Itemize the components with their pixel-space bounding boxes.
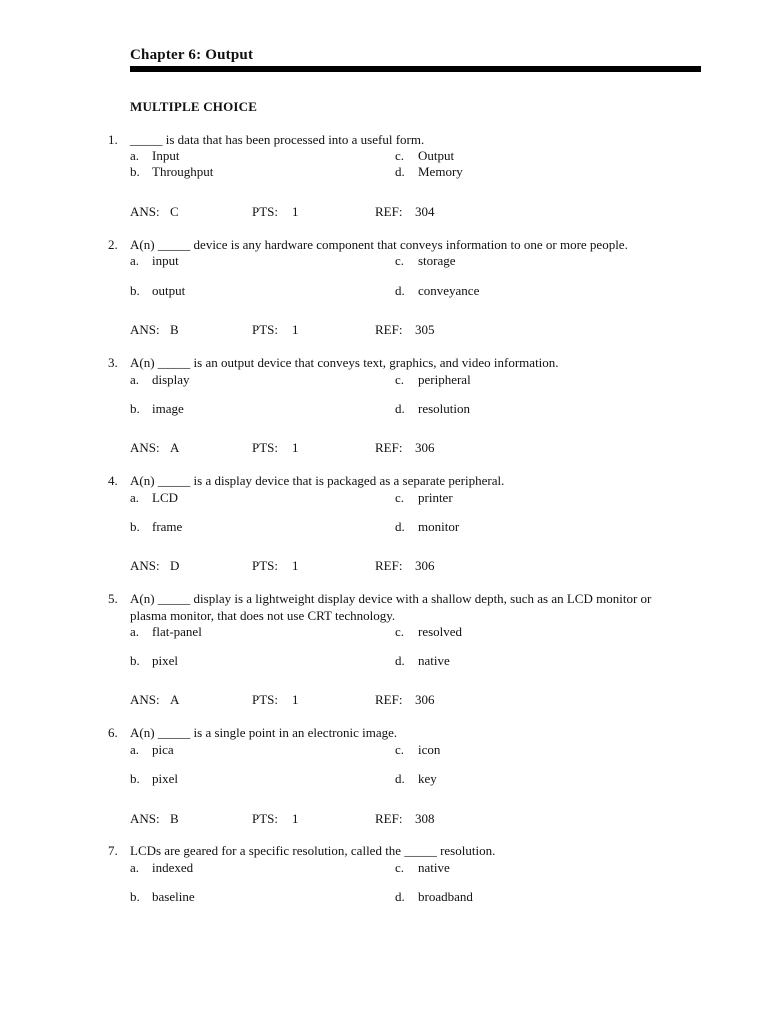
option-letter: b. xyxy=(130,401,140,416)
question-text: A(n) _____ device is any hardware component that conveys information to one or more people. xyxy=(130,237,628,252)
question-number: 3. xyxy=(108,355,118,370)
question-number: 5. xyxy=(108,591,118,606)
answer-value: B xyxy=(170,322,179,337)
chapter-title: Chapter 6: Output xyxy=(130,47,254,63)
option-letter: a. xyxy=(130,372,140,387)
points-label: PTS: xyxy=(252,440,279,455)
question-number: 1. xyxy=(108,132,118,147)
option-text: flat-panel xyxy=(152,624,202,639)
answer-value: D xyxy=(170,558,180,573)
option-letter: b. xyxy=(130,283,140,298)
option-text: Input xyxy=(152,148,180,163)
reference-value: 304 xyxy=(415,204,435,219)
title-rule xyxy=(130,66,701,72)
option-text: Throughput xyxy=(152,164,214,179)
option-text: native xyxy=(418,860,450,875)
option-letter: b. xyxy=(130,653,140,668)
answer-value: A xyxy=(170,440,180,455)
option-letter: c. xyxy=(395,253,405,268)
option-text: printer xyxy=(418,490,453,505)
option-text: display xyxy=(152,372,190,387)
points-value: 1 xyxy=(292,440,299,455)
option-text: image xyxy=(152,401,184,416)
question-text: _____ is data that has been processed into a useful form. xyxy=(130,132,425,147)
option-text: broadband xyxy=(418,889,473,904)
reference-value: 306 xyxy=(415,558,435,573)
option-letter: b. xyxy=(130,519,140,534)
option-text: baseline xyxy=(152,889,195,904)
points-value: 1 xyxy=(292,811,299,826)
option-letter: c. xyxy=(395,490,405,505)
option-letter: b. xyxy=(130,771,140,786)
points-label: PTS: xyxy=(252,692,279,707)
reference-label: REF: xyxy=(375,811,403,826)
option-text: Memory xyxy=(418,164,463,179)
option-letter: c. xyxy=(395,860,405,875)
answer-label: ANS: xyxy=(130,558,160,573)
reference-value: 306 xyxy=(415,692,435,707)
option-letter: c. xyxy=(395,624,405,639)
option-text: key xyxy=(418,771,437,786)
option-letter: a. xyxy=(130,148,140,163)
option-text: output xyxy=(152,283,186,298)
question-number: 2. xyxy=(108,237,118,252)
option-letter: b. xyxy=(130,889,140,904)
answer-value: B xyxy=(170,811,179,826)
option-letter: a. xyxy=(130,490,140,505)
option-text: frame xyxy=(152,519,183,534)
reference-label: REF: xyxy=(375,692,403,707)
points-label: PTS: xyxy=(252,322,279,337)
reference-label: REF: xyxy=(375,558,403,573)
reference-label: REF: xyxy=(375,440,403,455)
option-text: indexed xyxy=(152,860,194,875)
answer-label: ANS: xyxy=(130,322,160,337)
option-letter: a. xyxy=(130,624,140,639)
option-text: conveyance xyxy=(418,283,480,298)
question-text: A(n) _____ display is a lightweight display device with a shallow depth, such as an LCD monitor or xyxy=(130,591,652,606)
option-text: resolution xyxy=(418,401,470,416)
reference-value: 305 xyxy=(415,322,435,337)
question-text: plasma monitor, that does not use CRT technology. xyxy=(130,608,396,623)
option-text: pixel xyxy=(152,771,178,786)
question-text: A(n) _____ is an output device that conveys text, graphics, and video information. xyxy=(130,355,559,370)
option-text: input xyxy=(152,253,179,268)
option-letter: d. xyxy=(395,164,405,179)
question-text: LCDs are geared for a specific resolution, called the _____ resolution. xyxy=(130,843,496,858)
option-text: pixel xyxy=(152,653,178,668)
question-number: 4. xyxy=(108,473,118,488)
option-letter: d. xyxy=(395,653,405,668)
answer-value: A xyxy=(170,692,180,707)
option-text: resolved xyxy=(418,624,463,639)
answer-label: ANS: xyxy=(130,811,160,826)
option-text: pica xyxy=(152,742,174,757)
option-letter: b. xyxy=(130,164,140,179)
option-letter: d. xyxy=(395,771,405,786)
option-text: Output xyxy=(418,148,455,163)
option-text: monitor xyxy=(418,519,460,534)
option-letter: d. xyxy=(395,519,405,534)
option-letter: c. xyxy=(395,372,405,387)
reference-label: REF: xyxy=(375,204,403,219)
points-label: PTS: xyxy=(252,204,279,219)
points-label: PTS: xyxy=(252,558,279,573)
points-value: 1 xyxy=(292,692,299,707)
option-letter: a. xyxy=(130,253,140,268)
points-value: 1 xyxy=(292,204,299,219)
answer-value: C xyxy=(170,204,179,219)
question-number: 6. xyxy=(108,725,118,740)
option-letter: d. xyxy=(395,889,405,904)
option-letter: c. xyxy=(395,148,405,163)
option-letter: d. xyxy=(395,283,405,298)
option-letter: a. xyxy=(130,860,140,875)
option-text: peripheral xyxy=(418,372,471,387)
option-text: icon xyxy=(418,742,441,757)
question-text: A(n) _____ is a single point in an electronic image. xyxy=(130,725,398,740)
answer-label: ANS: xyxy=(130,440,160,455)
option-text: storage xyxy=(418,253,456,268)
question-text: A(n) _____ is a display device that is packaged as a separate peripheral. xyxy=(130,473,505,488)
option-letter: a. xyxy=(130,742,140,757)
question-number: 7. xyxy=(108,843,118,858)
answer-label: ANS: xyxy=(130,692,160,707)
points-value: 1 xyxy=(292,558,299,573)
answer-label: ANS: xyxy=(130,204,160,219)
option-text: native xyxy=(418,653,450,668)
reference-value: 306 xyxy=(415,440,435,455)
points-value: 1 xyxy=(292,322,299,337)
option-letter: c. xyxy=(395,742,405,757)
reference-label: REF: xyxy=(375,322,403,337)
section-heading: MULTIPLE CHOICE xyxy=(130,99,258,114)
option-letter: d. xyxy=(395,401,405,416)
reference-value: 308 xyxy=(415,811,435,826)
option-text: LCD xyxy=(152,490,178,505)
points-label: PTS: xyxy=(252,811,279,826)
